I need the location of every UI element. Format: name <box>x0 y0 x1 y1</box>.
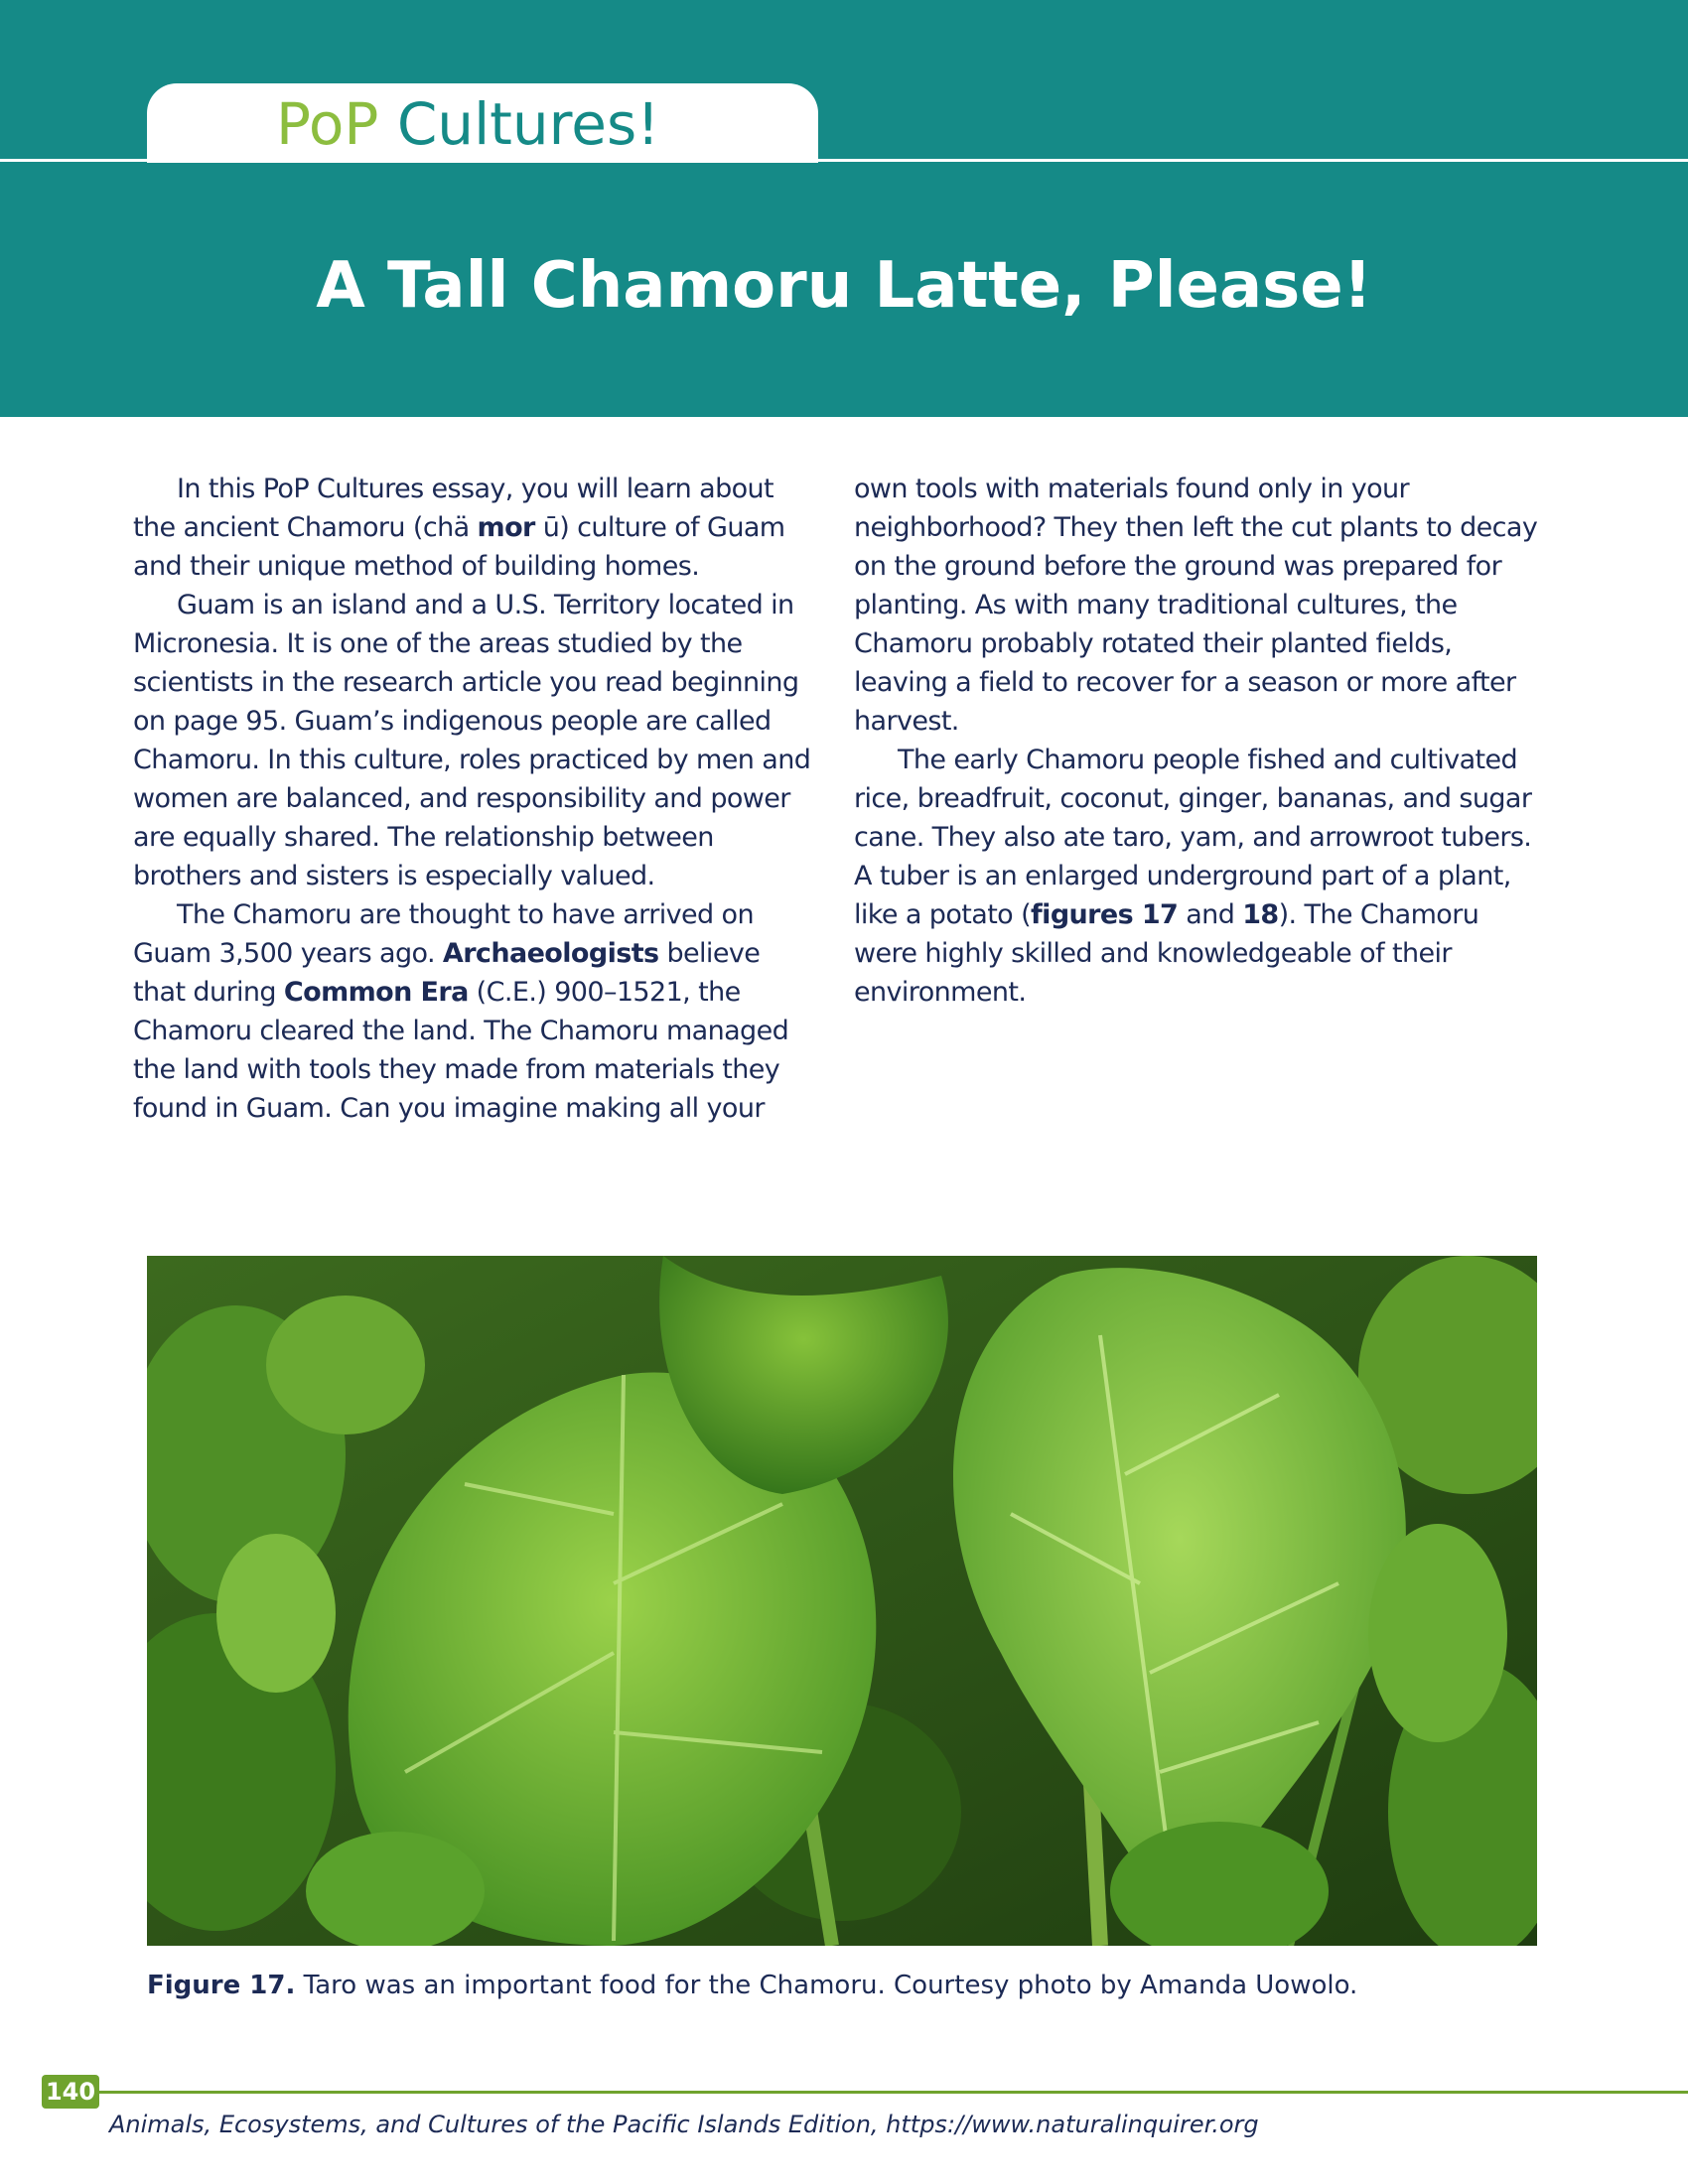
pronunciation-stress: mor <box>477 512 535 543</box>
figure-label: Figure 17. <box>147 1971 296 2000</box>
paragraph-3-text-a: The Chamoru are thought to have arrived on Guam 3,500 years ago. <box>133 899 754 969</box>
section-label-pop: PoP <box>276 90 379 158</box>
paragraph-3-continued: own tools with materials found only in your neighborhood? They then left the cut plants to decay on the ground before the ground was prepared for planting. As with many traditional cultures, the Chamoru probably rotated their planted fields, leaving a field to recover for a season or more after harvest. <box>854 474 1538 737</box>
taro-photo <box>147 1256 1537 1946</box>
footer-rule <box>99 2091 1688 2094</box>
figure-caption-text: Taro was an important food for the Chamoru. Courtesy photo by Amanda Uowolo. <box>295 1971 1358 2000</box>
paragraph-3 <box>133 895 818 1128</box>
paragraph-4 <box>854 741 1539 1012</box>
keyword-archaeologists: Archaeologists <box>442 938 659 969</box>
body-column-left <box>133 470 818 1128</box>
paragraph-3-text-b: believe that during <box>133 938 761 1008</box>
section-tab <box>147 83 818 163</box>
paragraph-2: Guam is an island and a U.S. Territory located in Micronesia. It is one of the areas studied by the scientists in the research article you read beginning on page 95. Guam’s indigenous people are called Chamoru. In this culture, roles practiced by men and women are balanced, and responsibility and power are equally shared. The relationship between brothers and sisters is especially valued. <box>133 590 811 891</box>
header-banner <box>0 0 1688 417</box>
figure-ref-17: figures 17 <box>1031 899 1179 930</box>
page-title: A Tall Chamoru Latte, Please! <box>316 249 1372 323</box>
footer-citation: Animals, Ecosystems, and Cultures of the Pacific Islands Edition, https://www.naturalinquirer.org <box>109 2111 1259 2138</box>
paragraph-4-text-c: ). The Chamoru were highly skilled and knowledgeable of their environment. <box>854 899 1479 1008</box>
paragraph-1-text-b: ū) culture of Guam and their unique method of building homes. <box>133 512 785 582</box>
section-label <box>276 89 659 159</box>
paragraph-4-text-b: and <box>1178 899 1243 930</box>
paragraph-1 <box>133 470 818 586</box>
figure-ref-18: 18 <box>1242 899 1279 930</box>
paragraph-4-text-a: The early Chamoru people fished and cultivated rice, breadfruit, coconut, ginger, bananas, and sugar cane. They also ate taro, yam, and arrowroot tubers. A tuber is an enlarged underground part of a plant, like a potato ( <box>854 745 1532 930</box>
body-column-right <box>854 470 1539 1012</box>
paragraph-1-text-a: In this PoP Cultures essay, you will learn about the ancient Chamoru (chä <box>133 474 774 543</box>
section-label-cultures: Cultures! <box>396 90 660 158</box>
figure-caption <box>147 1968 1537 2003</box>
page-number: 140 <box>42 2075 99 2109</box>
keyword-common-era: Common Era <box>283 977 469 1008</box>
paragraph-3-text-c: (C.E.) 900–1521, the Chamoru cleared the land. The Chamoru managed the land with tools they made from materials they found in Guam. Can you imagine making all your <box>133 977 789 1124</box>
taro-leaves-illustration <box>147 1256 1537 1946</box>
